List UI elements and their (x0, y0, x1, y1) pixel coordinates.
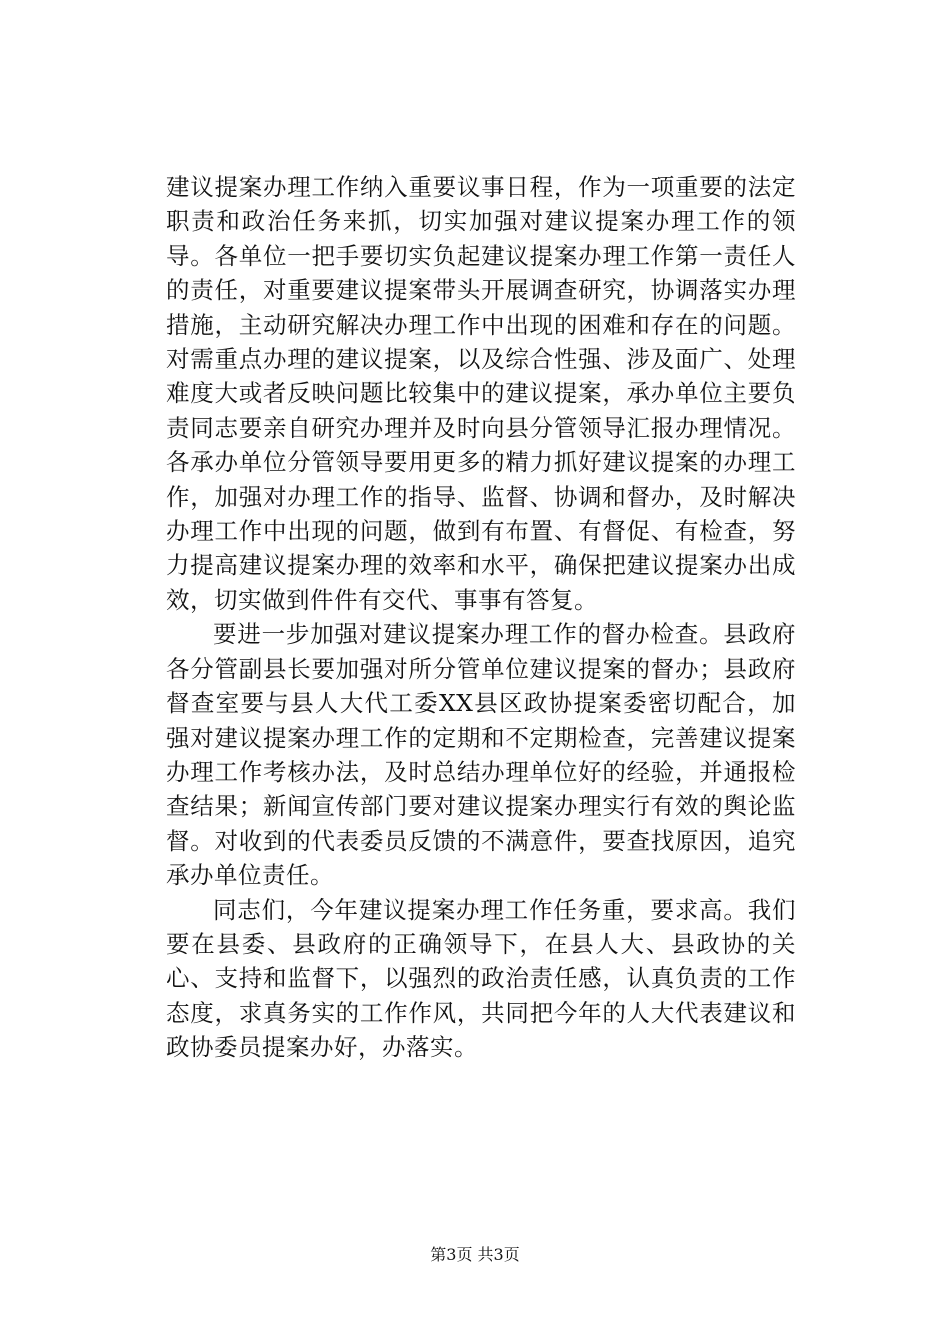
paragraph-continuation: 建议提案办理工作纳入重要议事日程，作为一项重要的法定职责和政治任务来抓，切实加强对建议提案办理工作的领导。各单位一把手要切实负起建议提案办理工作第一责任人的责任，对重要建议提案带头开展调查研究，协调落实办理措施，主动研究解决办理工作中出现的困难和存在的问题。对需重点办理的建议提案，以及综合性强、涉及面广、处理难度大或者反映问题比较集中的建议提案，承办单位主要负责同志要亲自研究办理并及时向县分管领导汇报办理情况。各承办单位分管领导要用更多的精力抓好建议提案的办理工作，加强对办理工作的指导、监督、协调和督办，及时解决办理工作中出现的问题，做到有布置、有督促、有检查，努力提高建议提案办理的效率和水平，确保把建议提案办出成效，切实做到件件有交代、事事有答复。 (166, 173, 796, 614)
paragraph-closing: 同志们，今年建议提案办理工作任务重，要求高。我们要在县委、县政府的正确领导下，在县人大、县政协的关心、支持和监督下，以强烈的政治责任感，认真负责的工作态度，求真务实的工作作风，共同把今年的人大代表建议和政协委员提案办好，办落实。 (166, 895, 796, 1062)
page-footer (0, 1245, 950, 1265)
paragraph-supervision: 要进一步加强对建议提案办理工作的督办检查。县政府各分管副县长要加强对所分管单位建议提案的督办；县政府督查室要与县人大代工委XX县区政协提案委密切配合，加强对建议提案办理工作的定期和不定期检查，完善建议提案办理工作考核办法，及时总结办理单位好的经验，并通报检查结果；新闻宣传部门要对建议提案办理实行有效的舆论监督。对收到的代表委员反馈的不满意件，要查找原因，追究承办单位责任。 (166, 620, 796, 890)
page-number: 第3页 共3页 (430, 1245, 520, 1264)
document-body (166, 170, 796, 1065)
